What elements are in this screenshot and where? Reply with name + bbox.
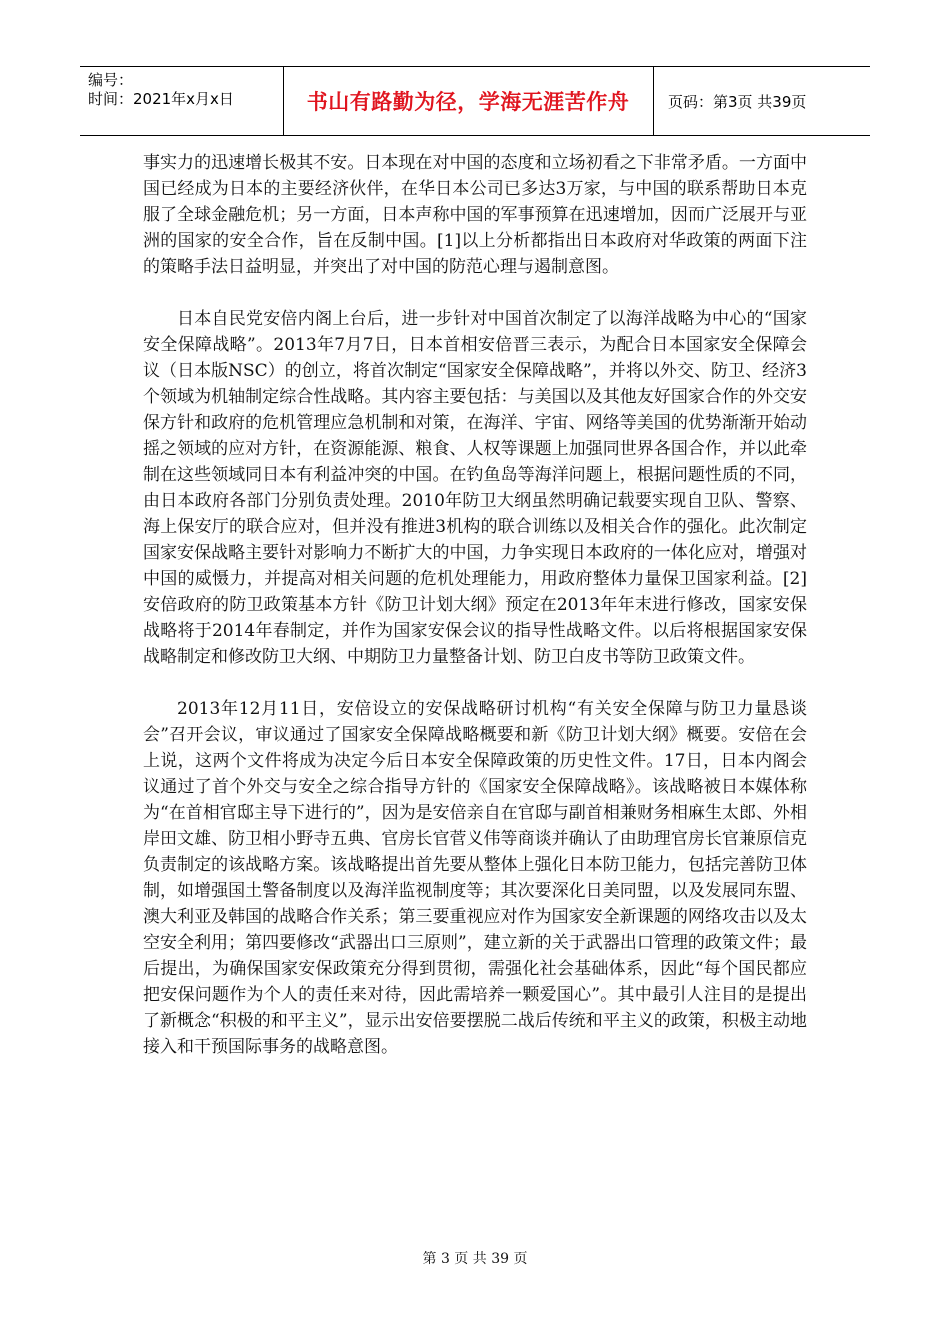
header-page-info: 页码：第3页 共39页 bbox=[668, 92, 807, 111]
page-footer: 第 3 页 共 39 页 bbox=[422, 1251, 528, 1267]
time-label: 时间：2021年x月x日 bbox=[88, 90, 234, 108]
paragraph-1: 事实力的迅速增长极其不安。日本现在对中国的态度和立场初看之下非常矛盾。一方面中国已经成为日本的主要经济伙伴，在华日本公司已多达3万家，与中国的联系帮助日本克服了全球金融危机；另一方面，日本声称中国的军事预算在迅速增加，因而广泛展开与亚洲的国家的安全合作，旨在反制中国。[1]以上分析都指出日本政府对华政策的两面下注的策略手法日益明显，并突出了对中国的防范心理与遏制意图。 bbox=[143, 153, 807, 277]
header-divider bbox=[653, 67, 654, 135]
paragraph-3: 2013年12月11日，安倍设立的安保战略研讨机构“有关安全保障与防卫力量恳谈会”召开会议，审议通过了国家安全保障战略概要和新《防卫计划大纲》概要。安倍在会上说，这两个文件将成为决定今后日本安全保障政策的历史性文件。17日，日本内阁会议通过了首个外交与安全之综合指导方针的《国家安全保障战略》。该战略被日本媒体称为“在首相官邸主导下进行的”，因为是安倍亲自在官邸与副首相兼财务相麻生太郎、外相岸田文雄、防卫相小野寺五典、官房长官菅义伟等商谈并确认了由助理官房长官兼原信克负责制定的该战略方案。该战略提出首先要从整体上强化日本防卫能力，包括完善防卫体制，如增强国土警备制度以及海洋监视制度等；其次要深化日美同盟，以及发展同东盟、澳大利亚及韩国的战略合作关系；第三要重视应对作为国家安全新课题的网络攻击以及太空安全利用；第四要修改“武器出口三原则”，建立新的关于武器出口管理的政策文件；最后提出，为确保国家安保政策充分得到贯彻，需强化社会基础体系，因此“每个国民都应把安保问题作为个人的责任来对待，因此需培养一颗爱国心”。其中最引人注目的是提出了新概念“积极的和平主义”，显示出安倍要摆脱二战后传统和平主义的政策，积极主动地接入和干预国际事务的战略意图。 bbox=[143, 699, 807, 1057]
paragraph-2: 日本自民党安倍内阁上台后，进一步针对中国首次制定了以海洋战略为中心的“国家安全保障战略”。2013年7月7日，日本首相安倍晋三表示，为配合日本国家安全保障会议（日本版NSC）的创立，将首次制定“国家安全保障战略”，并将以外交、防卫、经济3个领域为机轴制定综合性战略。其内容主要包括：与美国以及其他友好国家合作的外交安保方针和政府的危机管理应急机制和对策，在海洋、宇宙、网络等美国的优势渐渐开始动摇之领域的应对方针，在资源能源、粮食、人权等课题上加强同世界各国合作，并以此牵制在这些领域同日本有利益冲突的中国。在钓鱼岛等海洋问题上，根据问题性质的不同，由日本政府各部门分别负责处理。2010年防卫大纲虽然明确记载要实现自卫队、警察、海上保安厅的联合应对，但并没有推进3机构的联合训练以及相关合作的强化。此次制定国家安保战略主要针对影响力不断扩大的中国，力争实现日本政府的一体化应对，增强对中国的威慑力，并提高对相关问题的危机处理能力，用政府整体力量保卫国家利益。[2]安倍政府的防卫政策基本方针《防卫计划大纲》预定在2013年年末进行修改，国家安保战略将于2014年春制定，并作为国家安保会议的指导性战略文件。以后将根据国家安保战略制定和修改防卫大纲、中期防卫力量整备计划、防卫白皮书等防卫政策文件。 bbox=[143, 309, 807, 667]
document-body bbox=[143, 150, 807, 1086]
page-header bbox=[80, 66, 870, 136]
doc-number-label: 编号： bbox=[88, 71, 134, 89]
header-meta bbox=[88, 71, 234, 109]
header-motto: 书山有路勤为径，学海无涯苦作舟 bbox=[306, 90, 630, 114]
